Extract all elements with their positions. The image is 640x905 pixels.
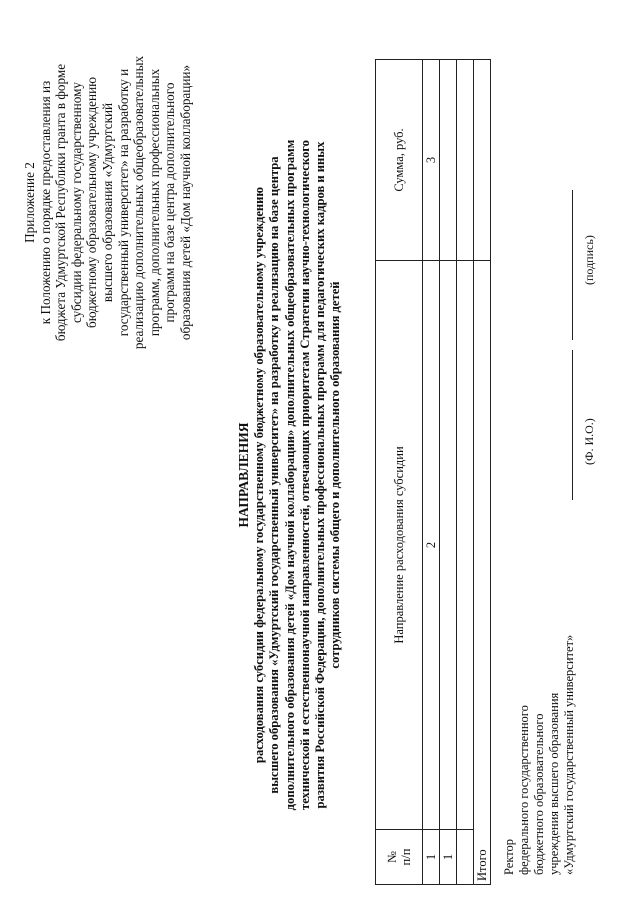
row-direction [440, 261, 457, 830]
appendix-line: бюджетному образовательному учреждению [84, 77, 100, 328]
total-row [474, 60, 491, 885]
appendix-line: программ, дополнительных профессиональных [146, 68, 162, 337]
subtitle-line: технической и естественнонаучной направленностей, отвечающих приоритетам Стратегии научно-технологического [297, 140, 312, 810]
subtitle-line: дополнительного образования детей «Дом научной коллаборации» дополнительных общеобразовательных программ [282, 139, 297, 811]
row-direction [457, 261, 474, 830]
column-number-row [423, 60, 440, 885]
appendix-line: к Положению о порядке предоставления из [37, 80, 53, 325]
appendix-note [22, 30, 194, 375]
header-num-line1: № [385, 851, 399, 863]
appendix-line: субсидии федеральному государственному [68, 81, 84, 324]
appendix-line: высшего образования «Удмуртский [99, 102, 115, 303]
signature-label: (подпись) [582, 235, 596, 285]
row-sum [440, 60, 457, 261]
row-sum [457, 60, 474, 261]
signatory-line: учреждения высшего образования [547, 692, 561, 875]
appendix-line: государственный университет» на разработку и [115, 68, 131, 337]
header-sum: Сумма, руб. [376, 60, 423, 261]
subtitle-line: высшего образования «Удмуртский государственный университет» на разработку и реализацию на базе центра [267, 156, 282, 794]
signatory-line: федерального государственного [517, 705, 531, 875]
total-sum [474, 60, 491, 261]
fio-label: (Ф. И.О.) [582, 418, 596, 465]
appendix-line: программ на базе центра дополнительного [162, 82, 178, 323]
column-number: 1 [423, 830, 440, 885]
table-row [440, 60, 457, 885]
appendix-line: Приложение 2 [22, 162, 37, 243]
header-direction: Направление расходования субсидии [376, 261, 423, 830]
row-num [457, 830, 474, 885]
column-number: 3 [423, 60, 440, 261]
appendix-line: реализацию дополнительных общеобразовательных [131, 55, 147, 350]
signature-block [502, 15, 612, 875]
subtitle-line: сотрудников системы общего и дополнительного образования детей [328, 281, 343, 669]
fio-line [572, 350, 573, 500]
signature-line [572, 190, 573, 340]
signatory-line: бюджетного образовательного [532, 713, 546, 875]
column-number: 2 [423, 261, 440, 830]
document-title [236, 65, 343, 885]
expenditure-table [375, 59, 491, 885]
header-num [376, 830, 423, 885]
signatory-line: «Удмуртский государственный университет» [562, 634, 576, 875]
document-heading: НАПРАВЛЕНИЯ [236, 422, 251, 528]
signatory-title [502, 555, 577, 875]
row-num: 1 [440, 830, 457, 885]
subtitle-line: расходования субсидии федеральному государственному бюджетному образовательному учреждению [252, 186, 267, 764]
appendix-line: образования детей «Дом научной коллаборации» [177, 64, 193, 341]
subtitle-line: развития Российской Федерации, дополнительных профессиональных программ для педагогических кадров и иных [313, 141, 328, 809]
header-num-line2: п/п [399, 848, 413, 866]
table-row [457, 60, 474, 885]
signatory-line: Ректор [502, 838, 516, 875]
total-label: Итого [474, 261, 491, 885]
appendix-line: бюджета Удмуртской Республики гранта в форме [53, 63, 69, 342]
table-header-row [376, 60, 423, 885]
